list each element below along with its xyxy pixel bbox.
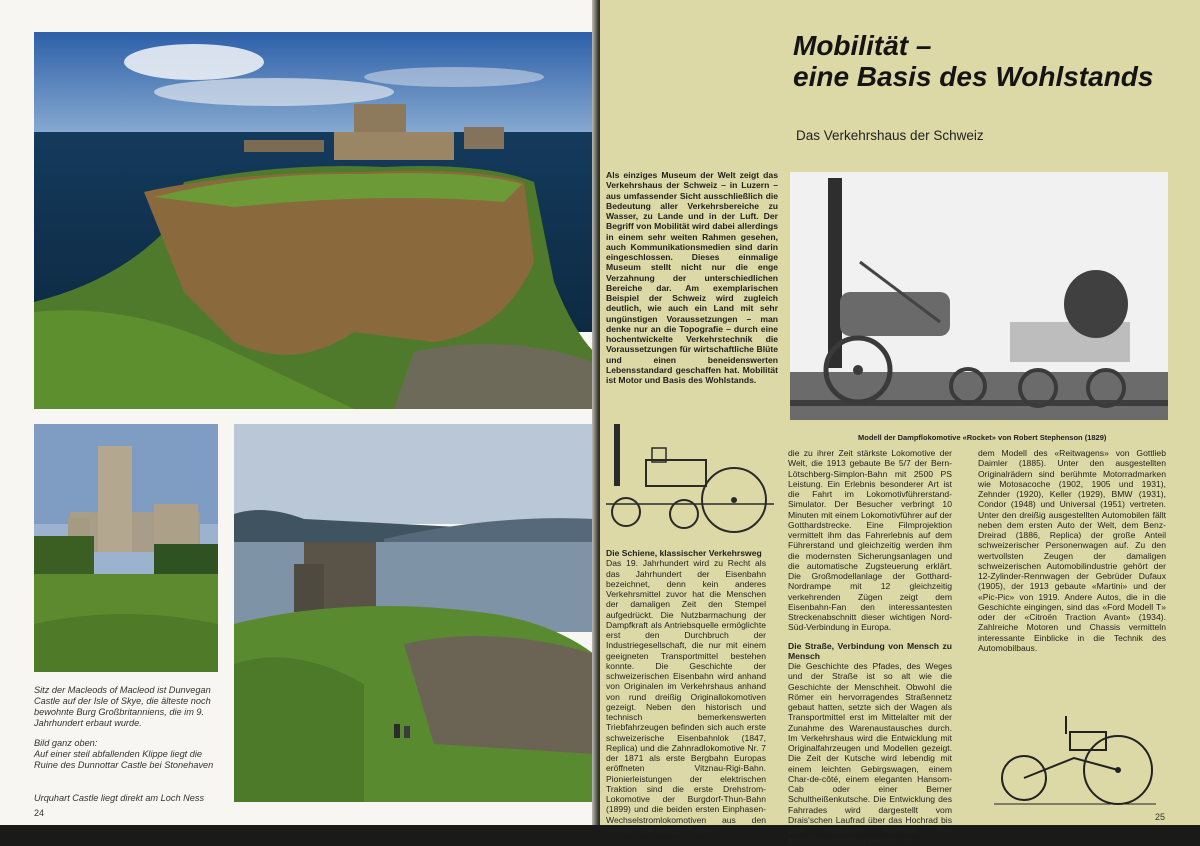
title-line-1: Mobilität – — [793, 30, 932, 61]
column-2 — [788, 448, 952, 846]
column-1 — [606, 548, 766, 835]
rocket-locomotive-photo — [790, 172, 1168, 420]
page-title — [793, 30, 1154, 92]
urquhart-castle-photo — [234, 424, 594, 802]
urquhart-caption: Urquhart Castle liegt direkt am Loch Ness — [34, 793, 205, 803]
dunnottar-caption: Auf einer steil abfallenden Klippe liegt die Ruine des Dunnottar Castle bei Stonehaven — [34, 749, 214, 770]
rocket-caption: Modell der Dampflokomotive «Rocket» von Robert Stephenson (1829) — [858, 433, 1107, 442]
page-number-right: 25 — [1155, 812, 1166, 822]
column-3-text: dem Modell des «Reitwagens» von Gottlieb Daimler (1885). Unter den ausgestellten Originalrädern sind berühmte Motorradmarken wie Motosacoche (1902, 1905 und 1931), Zehnder (1920), Keller (1929), BMW (1931), Condor (1948) und Universal (1951) vertreten. Unter den dreißig ausgestellten Automobilen fällt neben dem ersten Auto der Welt, dem Benz-Dreirad (1886, Replica) der große Anteil schweizerischer Personenwagen auf. Zu den wertvollsten Zeugen der damaligen schweizerischen Automobilindustrie gehört der 12-Zylinder-Rennwagen der Gebrüder Dufaux (1905), der 1913 gebaute «Martini» und der «Pic-Pic» von 1919. Andere Autos, die in die Geschichte eingingen, sind das «Ford Modell T» oder der «Citroën Traction Avant» (1934). Zahlreiche Motoren und Chassis vermitteln interessante Einblicke in die Technik des Automobilbaus. — [978, 448, 1166, 653]
column-3 — [978, 448, 1166, 653]
right-page — [600, 0, 1200, 846]
benz-car-drawing — [994, 708, 1156, 808]
dunvegan-caption: Sitz der Macleods of Macleod ist Dunvegan Castle auf der Isle of Skye, die älteste noch bewohnte Burg Großbritanniens, die im 9. Jahrhundert erbaut wurde. — [34, 685, 211, 728]
page-subtitle: Das Verkehrshaus der Schweiz — [796, 128, 984, 143]
dunvegan-castle-photo — [34, 424, 218, 672]
left-page — [0, 0, 598, 825]
road-text: Die Geschichte des Pfades, des Weges und der Straße ist so alt wie die Geschichte der Menschheit. Obwohl die Römer ein hervorragendes Straßennetz gebaut hatten, setzte sich der Wagen als Transportmittel erst im Mittelalter mit der Zunahme des Warenaustausches durch. Im Verkehrshaus wird die Entwicklung mit Originalfahrzeugen und Modellen gezeigt. Die Zeit der Kutsche wird lebendig mit einem leichten Gebirgswagen, einem Char-de-côté, einem eleganten Hansom-Cab oder einer Berner Schultheißenkutsche. Die Entwicklung des Fahrrades wird dargestellt vom Drais'schen Laufrad über das Hochrad bis zum modernen Rennrad. Die Motorradausstellung beginnt mit — [788, 661, 952, 846]
dunnottar-castle-photo — [34, 32, 594, 409]
road-heading: Die Straße, Verbindung von Mensch zu Mensch — [788, 640, 952, 661]
rail-heading: Die Schiene, klassischer Verkehrsweg — [606, 548, 762, 558]
dunnottar-caption-label: Bild ganz oben: — [34, 738, 98, 748]
title-line-2: eine Basis des Wohlstands — [793, 61, 1154, 92]
intro-text: Als einziges Museum der Welt zeigt das Verkehrshaus der Schweiz – in Luzern – aus umfassender Sicht ausschließlich die Bedeutung aller Verkehrsbereiche zu Wasser, zu Lande und in der Luft. Der Begriff von Mobilität wird dabei allerdings in einem sehr weiten Rahmen gesehen, auch Kommunikationsmedien sind darin eingeschlossen. Dieses einmalige Museum stellt nicht nur die enge Verzahnung der unterschiedlichen Bereiche dar. Am exemplarischen Beispiel der Schweiz wird zugleich deutlich, wie auch ein Land mit sehr ungünstigen Voraussetzungen – man denke nur an die Topografie – durch eine hochentwickelte Verkehrstechnik die Voraussetzungen für wirtschaftliche Blüte und einen beneidenswerten Lebensstandard geschaffen hat. Mobilität ist Motor und Basis des Wohlstands. — [606, 170, 778, 385]
rail-text: Das 19. Jahrhundert wird zu Recht als das Jahrhundert der Eisenbahn bezeichnet, denn kein anderes Verkehrsmittel zuvor hat die Menschen der damaligen Zeit den Stempel aufgedrückt. Die Nutzbarmachung der Dampfkraft als Antriebsquelle ermöglichte erst den Durchbruch der Industriegesellschaft, die nur mit einem geeigneten Transportmittel bestehen konnte. Die Geschichte der schweizerischen Eisenbahn wird anhand von Originalen im Verkehrshaus anhand von rund dreißig Originallokomotiven gezeigt. Neben den historisch und technisch bemerkenswerten Triebfahrzeugen befinden sich auch erste schweizerische Eisenbahnlok (1847, Replica) und die Zahnradlokomotive Nr. 7 der 1871 als erste Bergbahn Europas eröffneten Vitznau-Rigi-Bahn. Pionierleistungen der elektrischen Traktion sind die erste Drehstrom-Lokomotive der Burgdorf-Thun-Bahn (1899) und die beiden ersten Einphasen-Wechselstromlokomotiven aus den Jahren 1904 und 1905, oder — [606, 558, 766, 835]
locomotive-drawing — [606, 420, 774, 538]
page-number-left: 24 — [34, 808, 45, 818]
column-2-text-a: die zu ihrer Zeit stärkste Lokomotive der Welt, die 1913 gebaute Be 5/7 der Bern-Lötschberg-Simplon-Bahn mit 2500 PS Leistung. Ein Erlebnis besonderer Art ist die Fahrt im Lokomotivführerstand-Simulator. Der Besucher verbringt 10 Minuten mit einem Lokomotivführer auf der Gotthardstrecke. Eine Filmprojektion vermittelt ihm das Fahrerlebnis auf dem Führerstand und gleichzeitig werden ihm die modernsten Sicherungsanlagen und die automatische Zugsteuerung erklärt. Die Großmodellanlage der Gotthard-Nordrampe mit 12 gleichzeitig verkehrenden Zügen zeigt dem Eisenbahn-Fan den interessantesten Streckenabschnitt dieser wichtigen Nord-Süd-Verbindung in Europa. — [788, 448, 952, 633]
